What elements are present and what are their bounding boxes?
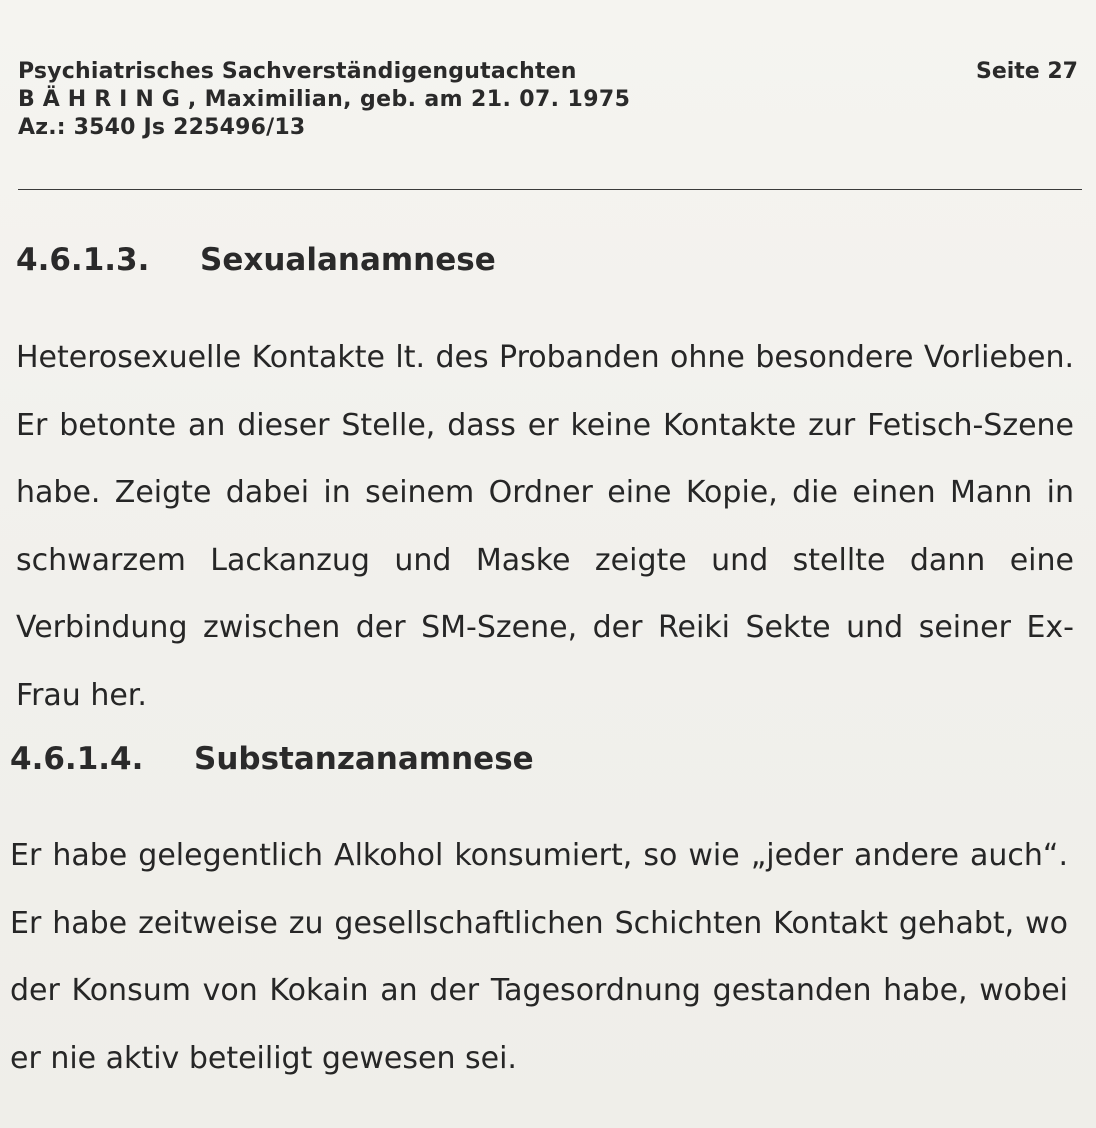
document-type: Psychiatrisches Sachverständigengutachten [18,59,577,84]
subject-details: , Maximilian, geb. am 21. 07. 1975 [187,87,631,112]
section-number: 4.6.1.3. [16,242,150,278]
section-title: Sexualanamnese [200,242,496,278]
page-header [18,58,1080,142]
section-text-substanzanamnese: Er habe gelegentlich Alkohol konsumiert, so wie „jeder andere auch“. Er habe zeitweise zu gesellschaftlichen Schichten Kontakt gehabt, wo der Konsum von Kokain an der Tagesordnung gestanden habe, wobei er nie aktiv beteiligt gewesen sei. [10,838,1068,1076]
section-text-sexualanamnese: Heterosexuelle Kontakte lt. des Probanden ohne besondere Vorlieben. Er betonte an dieser Stelle, dass er keine Kontakte zur Fetisch-Szene habe. Zeigte dabei in seinem Ordner eine Kopie, die einen Mann in schwarzem Lackanzug und Maske zeigte und stellte dann eine Verbindung zwischen der SM-Szene, der Reiki Sekte und seiner Ex-Frau her. [16,340,1074,713]
subject-line [18,86,1080,114]
header-divider [18,189,1082,190]
section-title: Substanzanamnese [194,741,534,777]
case-number: Az.: 3540 Js 225496/13 [18,115,306,140]
subject-surname: BÄHRING [18,87,188,112]
section-heading-substanzanamnese [10,741,534,777]
section-number: 4.6.1.4. [10,741,144,777]
page-number: Seite 27 [975,59,1078,84]
section-heading-sexualanamnese [16,242,496,278]
